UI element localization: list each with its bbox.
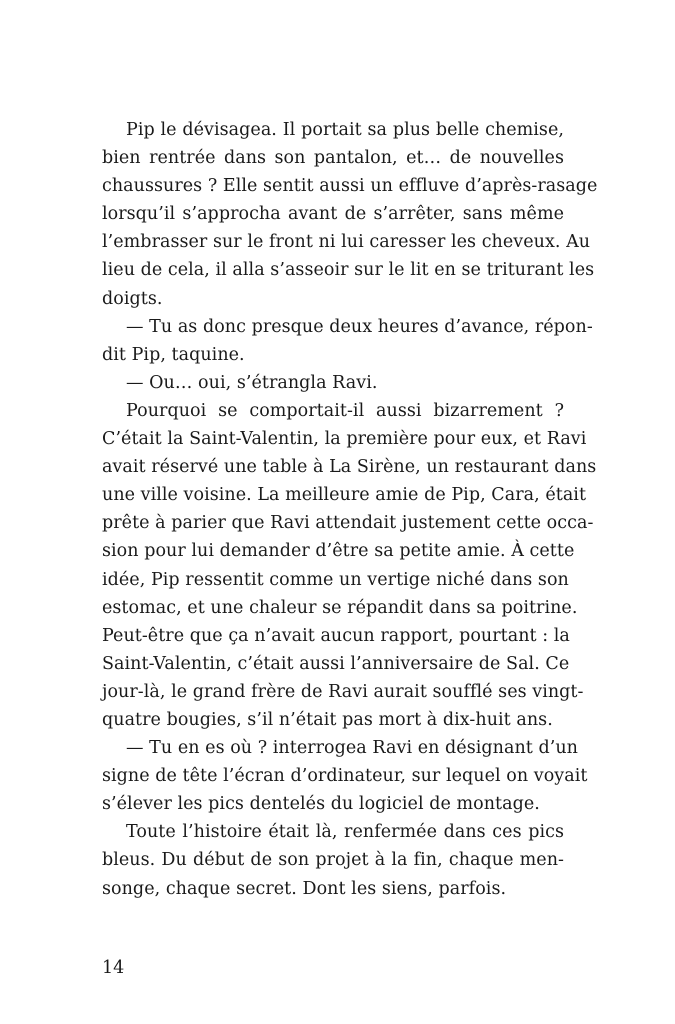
text-line: prête à parier que Ravi attendait justement cette occa- <box>102 513 594 534</box>
text-line: s’élever les pics dentelés du logiciel de montage. <box>102 794 540 815</box>
text-line: lieu de cela, il alla s’asseoir sur le lit en se triturant les <box>102 260 595 281</box>
body-text <box>102 116 598 903</box>
text-line: une ville voisine. La meilleure amie de Pip, Cara, était <box>102 485 587 506</box>
text-line: quatre bougies, s’il n’était pas mort à dix-huit ans. <box>102 709 553 730</box>
text-line: doigts. <box>102 288 163 309</box>
text-line: sion pour lui demander d’être sa petite amie. À cette <box>102 541 575 562</box>
text-line: Toute l’histoire était là, renfermée dans ces pics <box>126 822 564 843</box>
text-line: lorsqu’il s’approcha avant de s’arrêter, sans même <box>102 204 564 225</box>
text-line: — Tu en es où ? interrogea Ravi en désignant d’un <box>126 738 578 759</box>
text-line: Pourquoi se comportait-il aussi bizarrement ? <box>126 400 564 421</box>
text-line: dit Pip, taquine. <box>102 344 245 365</box>
text-line: bien rentrée dans son pantalon, et… de nouvelles <box>102 148 564 169</box>
text-line: Pip le dévisagea. Il portait sa plus belle chemise, <box>126 120 564 140</box>
text-line: — Ou… oui, s’étrangla Ravi. <box>126 372 378 393</box>
text-line: chaussures ? Elle sentit aussi un effluve d’après-rasage <box>102 176 598 197</box>
text-line: Saint-Valentin, c’était aussi l’anniversaire de Sal. Ce <box>102 653 570 674</box>
text-line: signe de tête l’écran d’ordinateur, sur lequel on voyait <box>102 766 588 787</box>
text-line: songe, chaque secret. Dont les siens, parfois. <box>102 878 507 899</box>
text-line: bleus. Du début de son projet à la fin, chaque men- <box>102 850 564 871</box>
text-line: estomac, et une chaleur se répandit dans sa poitrine. <box>102 597 578 618</box>
text-line: idée, Pip ressentit comme un vertige niché dans son <box>102 569 569 590</box>
text-line: l’embrasser sur le front ni lui caresser les cheveux. Au <box>102 232 591 253</box>
text-line: C’était la Saint-Valentin, la première pour eux, et Ravi <box>102 429 587 450</box>
text-line: — Tu as donc presque deux heures d’avance, répon- <box>126 316 593 337</box>
page-number: 14 <box>102 958 125 978</box>
text-line: avait réservé une table à La Sirène, un restaurant dans <box>102 457 597 478</box>
text-line: jour-là, le grand frère de Ravi aurait soufflé ses vingt- <box>102 681 584 702</box>
text-line: Peut-être que ça n’avait aucun rapport, pourtant : la <box>102 625 570 646</box>
